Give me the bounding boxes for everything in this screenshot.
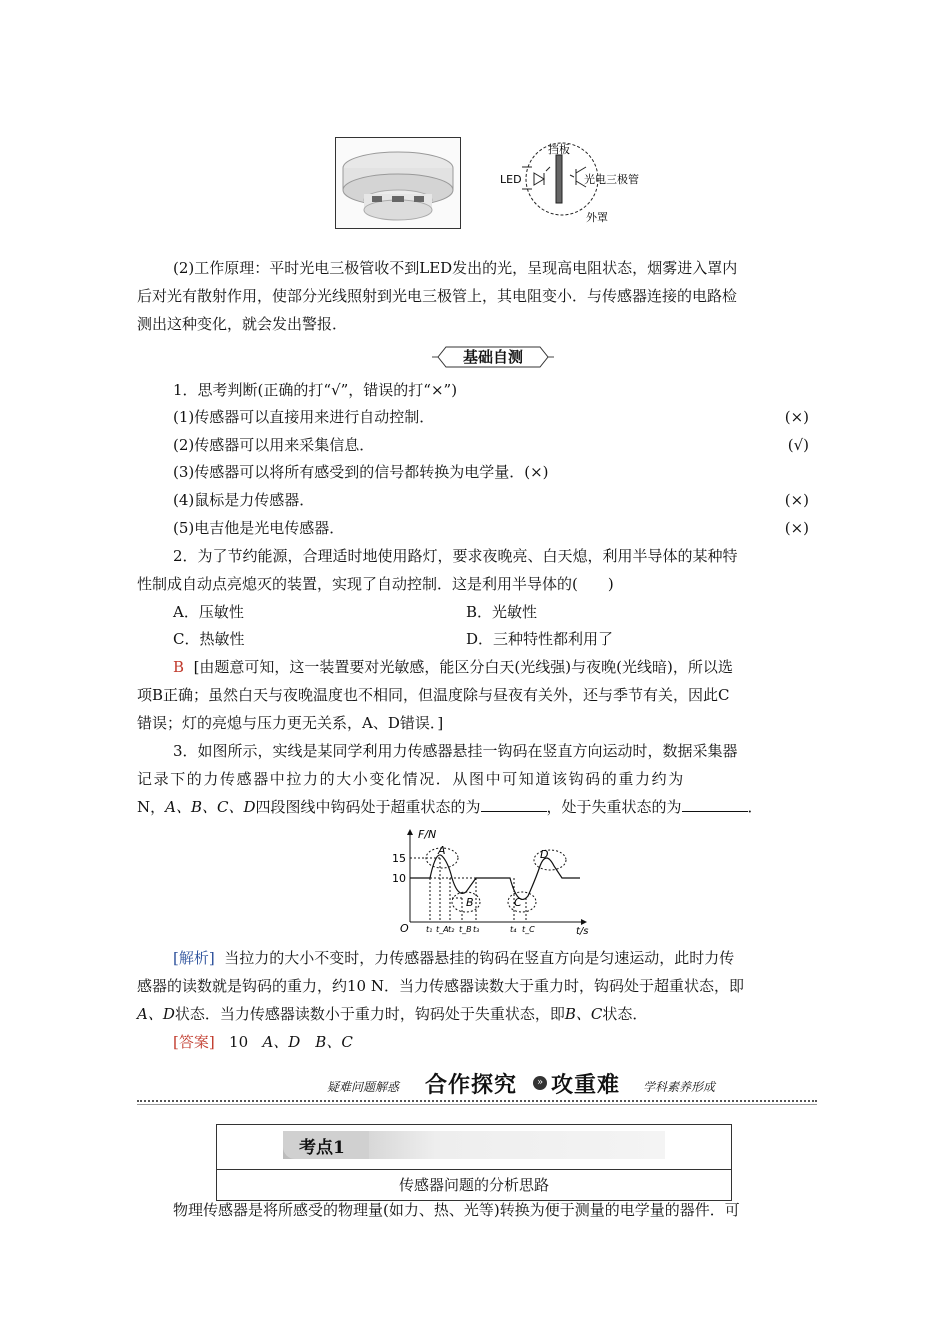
x-tick: t₃ [473,925,480,934]
region-d-label: D [540,848,549,861]
q2-line-1: 2．为了节约能源，合理适时地使用路灯，要求夜晚亮、白天熄，利用半导体的某种特 [173,547,738,565]
region-b-label: B [466,896,474,909]
chapter-banner [137,1066,817,1106]
q2-line-2: 性制成自动点亮熄灭的装置，实现了自动控制．这是利用半导体的( ) [137,575,614,593]
q2-explanation-2: 项B正确；虽然白天与夜晚温度也不相同，但温度除与昼夜有关外，还与季节有关，因此C [137,686,730,704]
option-d: D．三种特性都利用了 [466,630,614,648]
x-tick: t₄ [510,925,517,934]
x-axis-label: t/s [576,926,589,936]
led-label: LED [500,173,522,186]
option-a: A．压敏性 [173,603,244,621]
region-c-label: C [514,896,522,909]
q3-line-3: N，A、B、C、D四段图线中钩码处于超重状态的为 ，处于失重状态的为 ． [137,793,817,821]
x-tick: t_B [459,925,472,934]
banner-arrow-icon: » [533,1076,547,1090]
y-tick-10: 10 [392,872,406,885]
point-box [216,1124,732,1201]
q2-answer: B [173,658,185,676]
answer-tag: [答案] [173,1033,215,1051]
section-title: 基础自测 [462,348,523,366]
banner-right: 学科素养形成 [643,1080,716,1094]
y-tick-15: 15 [392,852,406,865]
banner-main-2: 攻重难 [551,1073,621,1098]
q1-stem: 1．思考判断(正确的打“√”，错误的打“×”) [173,381,458,399]
answer-blank-weightless [682,795,748,812]
x-tick: t_C [522,925,535,934]
q2-options-row-1 [137,598,853,626]
last-line: 物理传感器是将所感受的物理量(如力、热、光等)转换为便于测量的电学量的器件．可 [173,1201,740,1219]
q2-options-row-2 [137,625,853,653]
smoke-detector-photo [335,137,461,229]
baffle-label: 挡板 [548,143,570,156]
q3-answer-line: [答案] 10 A、D B、C [173,1033,353,1051]
principle-line-3: 测出这种变化，就会发出警报． [137,315,348,333]
q2-explanation-1: B [由题意可知，这一装置要对光敏感，能区分白天(光线强)与夜晚(光线暗)，所以选 [173,658,733,676]
origin-label: O [400,922,409,935]
principle-line-2: 后对光有散射作用，使部分光线照射到光电三极管上，其电阻变小．与传感器连接的电路检 [137,287,738,305]
option-b: B．光敏性 [466,603,538,621]
section-title-box [432,344,554,370]
cover-label: 外罩 [586,211,608,224]
q1-item: (3)传感器可以将所有感受到的信号都转换为电学量．(×) [173,463,549,481]
x-tick: t₁ [426,925,433,934]
banner-left: 疑难问题解惑 [327,1080,400,1094]
x-tick: t_A [436,925,449,934]
q1-item: (2)传感器可以用来采集信息． (√) [173,436,809,454]
q3-line-2: 记录下的力传感器中拉力的大小变化情况．从图中可知道该钩码的重力约为 [137,770,685,788]
option-c: C．热敏性 [173,630,245,648]
point-tag: 考点1 [299,1138,345,1158]
q3-analysis-1: [解析] 当拉力的大小不变时，力传感器悬挂的钩码在竖直方向是匀速运动，此时力传 [173,949,735,967]
q2-explanation-3: 错误；灯的亮熄与压力更无关系，A、D错误．] [137,714,444,732]
q1-item: (1)传感器可以直接用来进行自动控制． (×) [173,408,809,426]
x-tick: t₂ [448,925,455,934]
q3-analysis-3: A、D状态．当力传感器读数小于重力时，钩码处于失重状态，即B、C状态． [137,1005,648,1023]
region-a-label: A [438,844,446,857]
q3-analysis-2: 感器的读数就是钩码的重力，约10 N．当力传感器读数大于重力时，钩码处于超重状态，即 [137,977,744,995]
y-axis-label: F/N [418,828,437,841]
point-title: 传感器问题的分析思路 [398,1176,549,1194]
answer-blank-overweight [481,795,547,812]
q1-item: (5)电吉他是光电传感器． (×) [173,519,809,537]
force-time-graph [390,826,590,936]
phototransistor-label: 光电三极管 [584,173,639,186]
q3-line-1: 3．如图所示，实线是某同学利用力传感器悬挂一钩码在竖直方向运动时，数据采集器 [173,742,738,760]
q1-item: (4)鼠标是力传感器． (×) [173,491,809,509]
analysis-tag: [解析] [173,949,215,967]
smoke-detector-schematic [492,137,682,232]
banner-main-1: 合作探究 [425,1073,518,1098]
principle-line-1: (2)工作原理：平时光电三极管收不到LED发出的光，呈现高电阻状态，烟雾进入罩内 [173,259,738,277]
